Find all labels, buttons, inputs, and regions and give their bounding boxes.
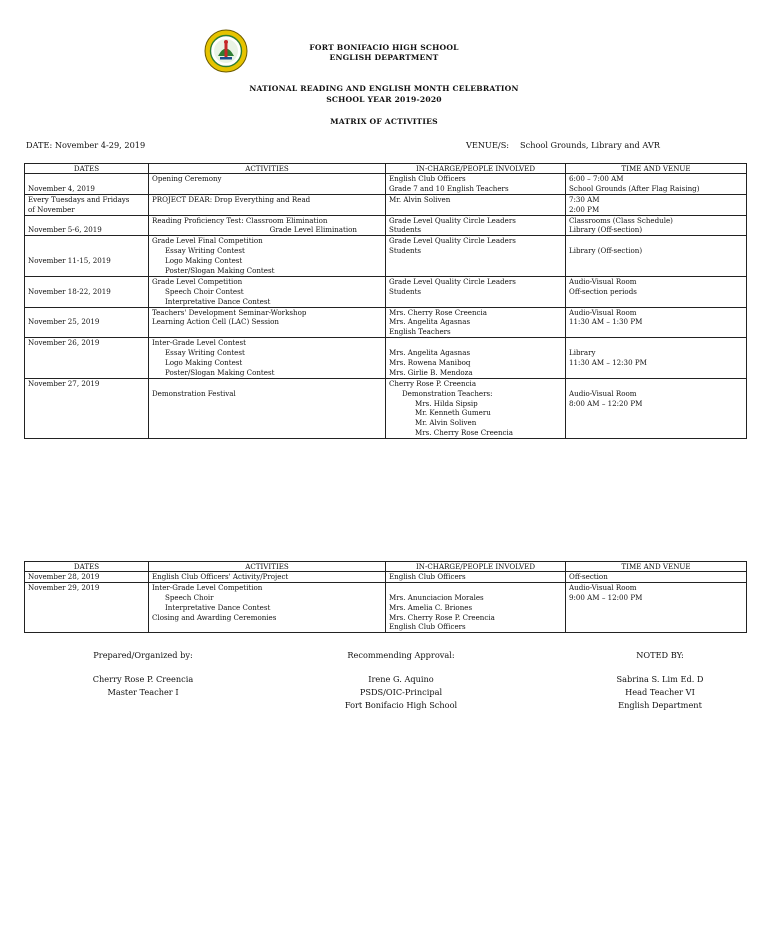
cell-line: 6:00 – 7:00 AM [569,174,624,183]
cell-line: Students [389,225,422,235]
cell-line: Mr. Alvin Soliven [389,194,451,204]
cell-people [386,582,566,632]
table-header-row [25,562,747,572]
cell-line: Grade Level Competition [152,276,243,286]
cell-line: Demonstration Teachers: [402,388,493,398]
cell-line: Demonstration Festival [152,388,236,398]
cell-dates [25,338,149,379]
cell-line [152,428,382,438]
cell-activities [149,338,386,379]
cell-dates [25,194,149,215]
cell-line: 8:00 AM – 12:20 PM [569,398,643,408]
cell-line: Off-section periods [569,286,637,296]
noted-label: NOTED BY: [636,650,684,660]
cell-time [566,572,747,583]
school-year: SCHOOL YEAR 2019-2020 [326,95,442,104]
cell-time [566,236,747,277]
cell-line [152,184,382,194]
cell-line: November 25, 2019 [28,317,100,327]
cell-line [569,622,743,632]
cell-line [152,418,382,428]
cell-activities [149,582,386,632]
cell-line [28,613,145,623]
cell-line [28,358,145,368]
cell-people [386,194,566,215]
cell-line: Cherry Rose P. Creencia [389,378,477,388]
cell-line [28,399,145,409]
cell-line [152,327,382,337]
cell-activities [149,378,386,438]
cell-line: English Club Officers [389,572,466,581]
cell-line: Opening Ceremony [152,174,222,183]
cell-activities [149,236,386,277]
cell-line [28,174,145,184]
table-row [25,582,747,632]
cell-activities [149,215,386,236]
cell-line [28,236,145,246]
cell-time [566,378,747,438]
cell-line [28,277,145,287]
cell-time [566,194,747,215]
cell-line: English Club Officers [389,174,466,183]
cell-line: Audio-Visual Room [569,276,637,286]
cell-line: Learning Action Cell (LAC) Session [152,317,279,327]
cell-line: November 4, 2019 [28,183,95,193]
cell-line: Interpretative Dance Contest [165,602,271,612]
table-row [25,338,747,379]
cell-line: PROJECT DEAR: Drop Everything and Read [152,194,311,204]
cell-line [28,603,145,613]
cell-dates [25,236,149,277]
cell-line [28,368,145,378]
recommending-office: Fort Bonifacio High School [344,700,458,710]
cell-line: November 5-6, 2019 [28,225,102,235]
col-header-time-venue: TIME AND VENUE [566,562,747,572]
cell-line: Mrs. Cherry Rose Creencia [415,428,514,438]
cell-line: English Teachers [389,327,451,337]
cell-time [566,174,747,195]
noted-title: Head Teacher VI [625,687,695,697]
table-row [25,174,747,195]
cell-line [569,327,743,337]
cell-line [389,205,562,215]
cell-line: School Grounds (After Flag Raising) [569,183,700,193]
cell-line [389,256,562,266]
cell-dates [25,276,149,307]
cell-line: Mrs. Amelia C. Briones [389,602,473,612]
table-row [25,215,747,236]
cell-line [28,348,145,358]
venue-value: School Grounds, Library and AVR [520,140,660,150]
cell-line: Audio-Visual Room [569,388,637,398]
table-header-row [25,164,747,174]
cell-line: Grade Level Quality Circle Leaders [389,276,516,286]
cell-line: Closing and Awarding Ceremonies [152,612,277,622]
cell-line: Grade 7 and 10 English Teachers [389,183,509,193]
cell-line [569,236,743,246]
cell-dates [25,572,149,583]
col-header-people: IN-CHARGE/PEOPLE INVOLVED [386,562,566,572]
cell-line [569,418,743,428]
col-header-activities: ACTIVITIES [149,164,386,174]
cell-line [28,246,145,256]
table-row [25,236,747,277]
cell-line [569,603,743,613]
cell-line: Essay Writing Contest [165,246,245,256]
cell-line [389,266,562,276]
table-row [25,194,747,215]
department-name: ENGLISH DEPARTMENT [329,53,439,62]
noted-name: Sabrina S. Lim Ed. D [616,674,704,684]
cell-line: 2:00 PM [569,204,600,214]
cell-line: Classrooms (Class Schedule) [569,215,673,225]
cell-dates [25,582,149,632]
col-header-dates: DATES [25,562,149,572]
cell-line: Mrs. Girlie B. Mendoza [389,367,473,377]
cell-line [28,593,145,603]
cell-line: 11:30 AM – 12:30 PM [569,358,647,368]
cell-line: Mrs. Cherry Rose P. Creencia [389,612,495,622]
cell-line: Mrs. Hilda Sipsip [415,398,478,408]
cell-line: Mr. Kenneth Gumeru [415,408,491,418]
cell-dates [25,174,149,195]
cell-line: Grade Level Quality Circle Leaders [389,236,516,246]
cell-line [28,216,145,226]
cell-line: Mrs. Cherry Rose Creencia [389,307,488,317]
activities-matrix-table [24,163,747,439]
cell-line: Mrs. Anunciacion Morales [389,592,484,602]
recommending-label: Recommending Approval: [347,650,455,660]
cell-line: Library (Off-section) [569,225,643,235]
cell-line: 7:30 AM [569,194,600,204]
prepared-title: Master Teacher I [107,687,179,697]
document-title: MATRIX OF ACTIVITIES [330,117,438,126]
cell-line: English Club Officers [389,622,466,632]
cell-activities [149,194,386,215]
recommending-name: Irene G. Aquino [368,674,434,684]
cell-line: Inter-Grade Level Competition [152,582,263,592]
cell-line [28,389,145,399]
venue-label: VENUE/S: [466,140,510,150]
cell-line [152,622,382,632]
cell-line [389,338,562,348]
cell-line: Poster/Slogan Making Contest [165,266,275,276]
signatory-prepared [60,649,226,699]
cell-line: Reading Proficiency Test: Classroom Elimination [152,215,328,225]
activities-matrix-table-continued [24,561,747,633]
cell-line: Grade Level Quality Circle Leaders [389,215,516,225]
cell-line [569,428,743,438]
cell-line: November 28, 2019 [28,572,100,581]
col-header-activities: ACTIVITIES [149,562,386,572]
cell-line: November 29, 2019 [28,582,100,592]
col-header-people: IN-CHARGE/PEOPLE INVOLVED [386,164,566,174]
cell-line: Audio-Visual Room [569,582,637,592]
cell-activities [149,572,386,583]
cell-line [569,338,743,348]
cell-line [569,266,743,276]
cell-line [389,583,562,593]
cell-line [569,379,743,389]
cell-people [386,236,566,277]
cell-line [28,408,145,418]
cell-people [386,215,566,236]
cell-line: November 18-22, 2019 [28,286,111,296]
cell-line [569,297,743,307]
cell-line: Grade Level Elimination [269,225,357,235]
cell-time [566,582,747,632]
cell-line: Off-section [569,572,608,581]
cell-line [569,613,743,623]
cell-line [152,379,382,389]
cell-line [569,256,743,266]
cell-activities [149,174,386,195]
cell-line [28,418,145,428]
cell-line: Library (Off-section) [569,246,643,256]
recommending-title: PSDS/OIC-Principal [359,687,443,697]
cell-line: Essay Writing Contest [165,348,245,358]
cell-line: Logo Making Contest [165,358,243,368]
col-header-time-venue: TIME AND VENUE [566,164,747,174]
cell-line [28,428,145,438]
cell-line: November 11-15, 2019 [28,256,111,266]
cell-line [28,266,145,276]
cell-people [386,174,566,195]
cell-line: November 27, 2019 [28,378,100,388]
cell-activities [149,307,386,338]
cell-line [152,205,382,215]
cell-line [28,622,145,632]
cell-line [28,308,145,318]
cell-line [152,399,382,409]
cell-line: English Club Officers' Activity/Project [152,572,289,581]
cell-dates [25,215,149,236]
cell-people [386,378,566,438]
cell-line: Speech Choir Contest [165,286,244,296]
table-row [25,307,747,338]
cell-time [566,307,747,338]
cell-dates [25,307,149,338]
cell-time [566,215,747,236]
cell-line: Students [389,286,422,296]
cell-line: 11:30 AM – 1:30 PM [569,317,643,327]
table-row [25,378,747,438]
cell-line: 9:00 AM – 12:00 PM [569,592,643,602]
cell-line: Audio-Visual Room [569,307,637,317]
cell-line: Logo Making Contest [165,256,243,266]
cell-line: Mr. Alvin Soliven [415,418,477,428]
cell-line: Interpretative Dance Contest [165,296,271,306]
cell-line: Mrs. Angelita Agasnas [389,348,471,358]
cell-people [386,276,566,307]
cell-line [28,327,145,337]
cell-line: Library [569,348,596,358]
cell-activities [149,276,386,307]
cell-line [389,297,562,307]
cell-line [152,408,382,418]
event-date: DATE: November 4-29, 2019 [26,140,146,150]
cell-line: Speech Choir [165,592,214,602]
cell-line [569,408,743,418]
prepared-name: Cherry Rose P. Creencia [92,674,194,684]
signatory-noted [590,649,730,712]
cell-line: November 26, 2019 [28,338,100,348]
cell-line: Mrs. Angelita Agasnas [389,317,471,327]
cell-line: Every Tuesdays and Fridays [28,194,130,204]
cell-line: Teachers' Development Seminar-Workshop [152,307,307,317]
cell-line: Grade Level Final Competition [152,236,263,246]
cell-line: Poster/Slogan Making Contest [165,367,275,377]
prepared-label: Prepared/Organized by: [93,650,193,660]
cell-time [566,276,747,307]
event-title: NATIONAL READING AND ENGLISH MONTH CELEBRATION [249,84,519,93]
noted-office: English Department [618,700,702,710]
cell-people [386,338,566,379]
cell-line [28,297,145,307]
cell-dates [25,378,149,438]
cell-line [569,368,743,378]
cell-people [386,572,566,583]
col-header-dates: DATES [25,164,149,174]
cell-line: Mrs. Rowena Maniboq [389,358,471,368]
signatory-recommending [310,649,492,712]
cell-line: of November [28,204,75,214]
table-row [25,572,747,583]
cell-line: Inter-Grade Level Contest [152,338,246,348]
table-row [25,276,747,307]
cell-people [386,307,566,338]
school-name: FORT BONIFACIO HIGH SCHOOL [309,43,459,52]
cell-time [566,338,747,379]
cell-line: Students [389,246,422,256]
